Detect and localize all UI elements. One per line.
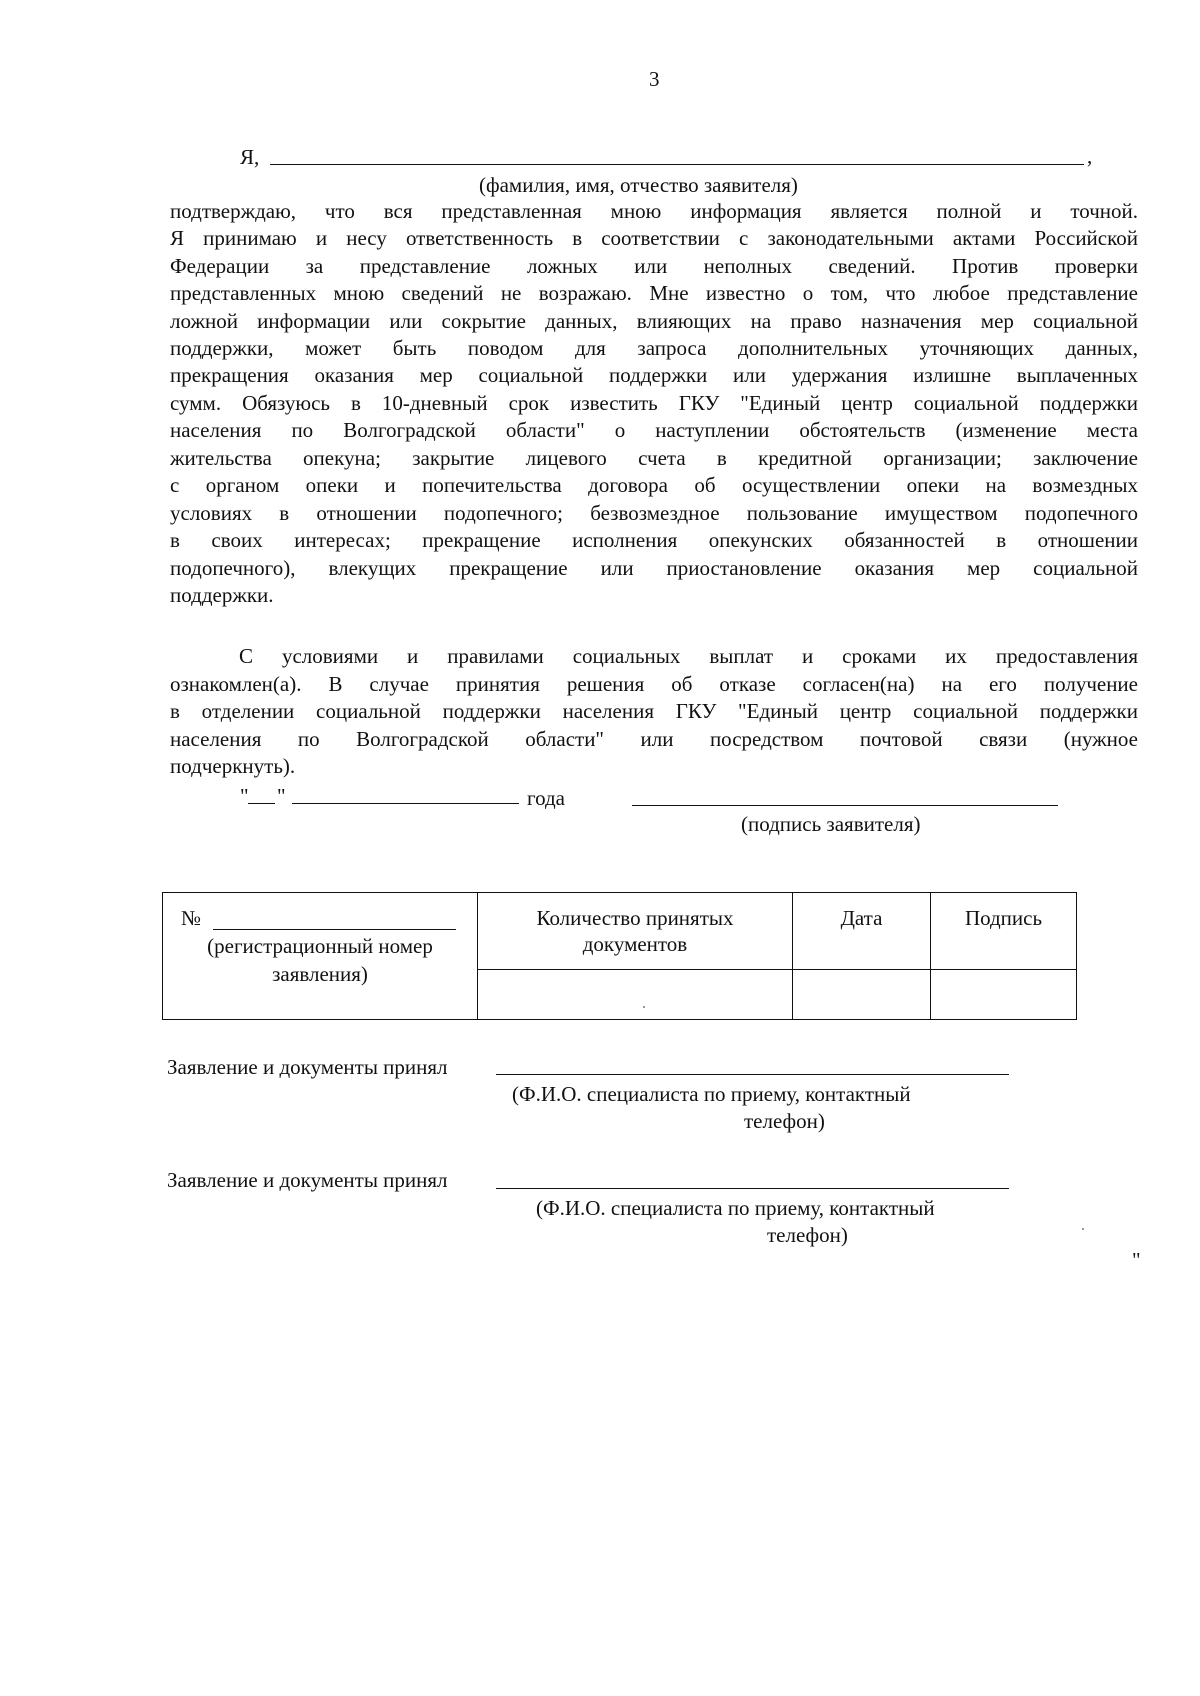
receipt-caption: телефон) [744, 1109, 825, 1133]
receipt-caption: (Ф.И.О. специалиста по приему, контактный [512, 1082, 911, 1106]
paragraph-line: жительства опекуна; закрытие лицевого счета в кредитной организации; заключение [170, 446, 1138, 470]
paragraph-line: условиях в отношении подопечного; безвозмездное пользование имуществом подопечного [170, 501, 1138, 525]
receipt-specialist-field[interactable] [496, 1074, 1009, 1075]
receipt-label: Заявление и документы принял [167, 1055, 448, 1079]
paragraph-line: подчеркнуть). [170, 754, 296, 778]
receipt-caption: (Ф.И.О. специалиста по приему, контактный [536, 1196, 935, 1220]
declarant-suffix: , [1087, 144, 1093, 168]
date-quote-open: " [240, 784, 249, 808]
receipt-label: Заявление и документы принял [167, 1168, 448, 1192]
registration-table [162, 892, 1077, 1020]
paragraph-line: населения по Волгоградской области" или посредством почтовой связи (нужное [170, 727, 1138, 751]
declarant-prefix: Я, [240, 145, 260, 169]
documents-count-header [478, 893, 793, 970]
applicant-signature-field[interactable] [632, 805, 1058, 806]
date-year-word: года [527, 786, 565, 810]
date-header [793, 893, 931, 970]
declarant-name-field[interactable] [270, 164, 1084, 165]
paragraph-line: С условиями и правилами социальных выплат и сроками их предоставления [239, 644, 1138, 668]
date-quote-close: " [277, 784, 286, 808]
scan-speck [1082, 1228, 1084, 1230]
paragraph-line: сумм. Обязуюсь в 10-дневный срок известить ГКУ "Единый центр социальной поддержки [170, 391, 1138, 415]
paragraph-line: населения по Волгоградской области" о наступлении обстоятельств (изменение места [170, 418, 1138, 442]
number-sign: № [181, 906, 202, 930]
signature-header-label: Подпись [964, 906, 1043, 930]
date-value-cell[interactable] [793, 970, 931, 1020]
registration-number-caption: заявления) [272, 962, 368, 986]
paragraph-line: Федерации за представление ложных или неполных сведений. Против проверки [170, 254, 1138, 278]
date-month-field[interactable] [292, 803, 519, 804]
documents-count-header-line: Количество принятых [536, 906, 734, 930]
documents-count-value-cell[interactable] [478, 970, 793, 1020]
signature-header [931, 893, 1077, 970]
page-number: 3 [649, 67, 660, 91]
paragraph-line: ложной информации или сокрытие данных, влияющих на право назначения мер социальной [170, 309, 1138, 333]
receipt-caption: телефон) [767, 1223, 848, 1247]
paragraph-line: подтверждаю, что вся представленная мною информация является полной и точной. [170, 199, 1138, 223]
paragraph-line: в своих интересах; прекращение исполнения опекунских обязанностей в отношении [170, 528, 1138, 552]
closing-quote-mark: " [1132, 1248, 1141, 1272]
paragraph-line: подопечного), влекущих прекращение или приостановление оказания мер социальной [170, 556, 1138, 580]
paragraph-line: поддержки. [170, 583, 274, 607]
applicant-signature-caption: (подпись заявителя) [741, 812, 921, 836]
date-header-label: Дата [840, 906, 883, 930]
receipt-specialist-field[interactable] [496, 1188, 1009, 1189]
registration-number-cell [163, 893, 478, 1020]
paragraph-line: прекращения оказания мер социальной поддержки или удержания излишне выплаченных [170, 363, 1138, 387]
paragraph-line: ознакомлен(а). В случае принятия решения об отказе согласен(на) на его получение [170, 672, 1138, 696]
registration-number-field[interactable] [213, 929, 456, 930]
paragraph-line: поддержки, может быть поводом для запроса дополнительных уточняющих данных, [170, 336, 1138, 360]
date-day-field[interactable] [248, 803, 275, 804]
signature-value-cell[interactable] [931, 970, 1077, 1020]
paragraph-line: Я принимаю и несу ответственность в соответствии с законодательными актами Российской [170, 226, 1138, 250]
registration-number-caption: (регистрационный номер [207, 934, 433, 958]
paragraph-line: представленных мною сведений не возражаю. Мне известно о том, что любое представление [170, 281, 1138, 305]
paragraph-line: с органом опеки и попечительства договора об осуществлении опеки на возмездных [170, 473, 1138, 497]
paragraph-line: в отделении социальной поддержки населения ГКУ "Единый центр социальной поддержки [170, 699, 1138, 723]
documents-count-header-line: документов [582, 932, 688, 956]
scan-speck [643, 1006, 645, 1008]
declarant-caption: (фамилия, имя, отчество заявителя) [479, 173, 798, 197]
